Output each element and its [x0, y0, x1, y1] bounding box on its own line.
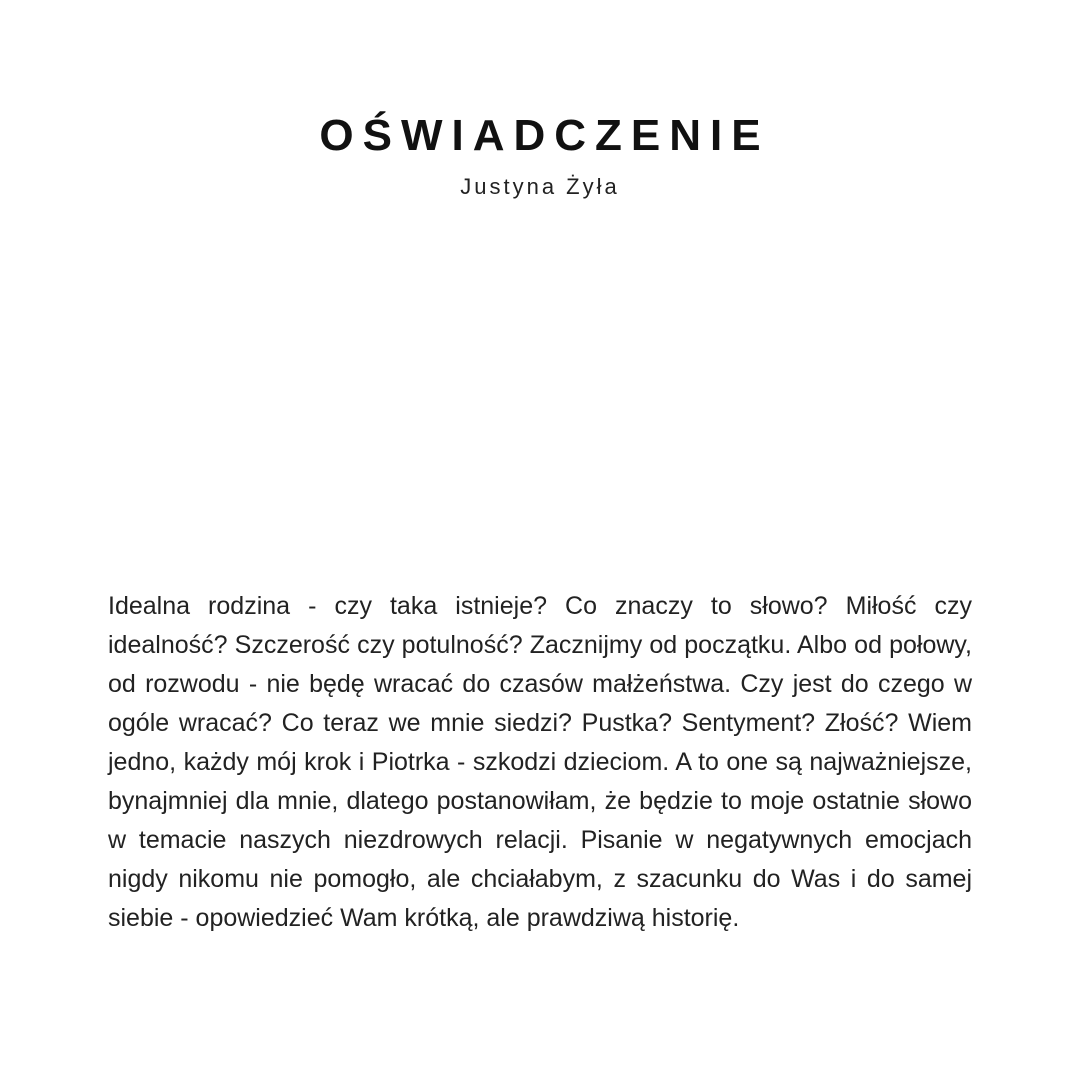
- author-name: Justyna Żyła: [460, 174, 620, 199]
- page-title: OŚWIADCZENIE: [319, 111, 770, 160]
- statement-body: Idealna rodzina - czy taka istnieje? Co znaczy to słowo? Miłość czy idealność? Szczerość czy potulność? Zacznijmy od początku. Albo od połowy, od rozwodu - nie będę wracać do czasów małżeństwa. Czy jest do czego w ogóle wracać? Co teraz we mnie siedzi? Pustka? Sentyment? Złość? Wiem jedno, każdy mój krok i Piotrka - szkodzi dzieciom. A to one są najważniejsze, bynajmniej dla mnie, dlatego postanowiłam, że będzie to moje ostatnie słowo w temacie naszych niezdrowych relacji. Pisanie w negatywnych emocjach nigdy nikomu nie pomogło, ale chciałabym, z szacunku do Was i do samej siebie - opowiedzieć Wam krótką, ale prawdziwą historię.: [108, 592, 972, 932]
